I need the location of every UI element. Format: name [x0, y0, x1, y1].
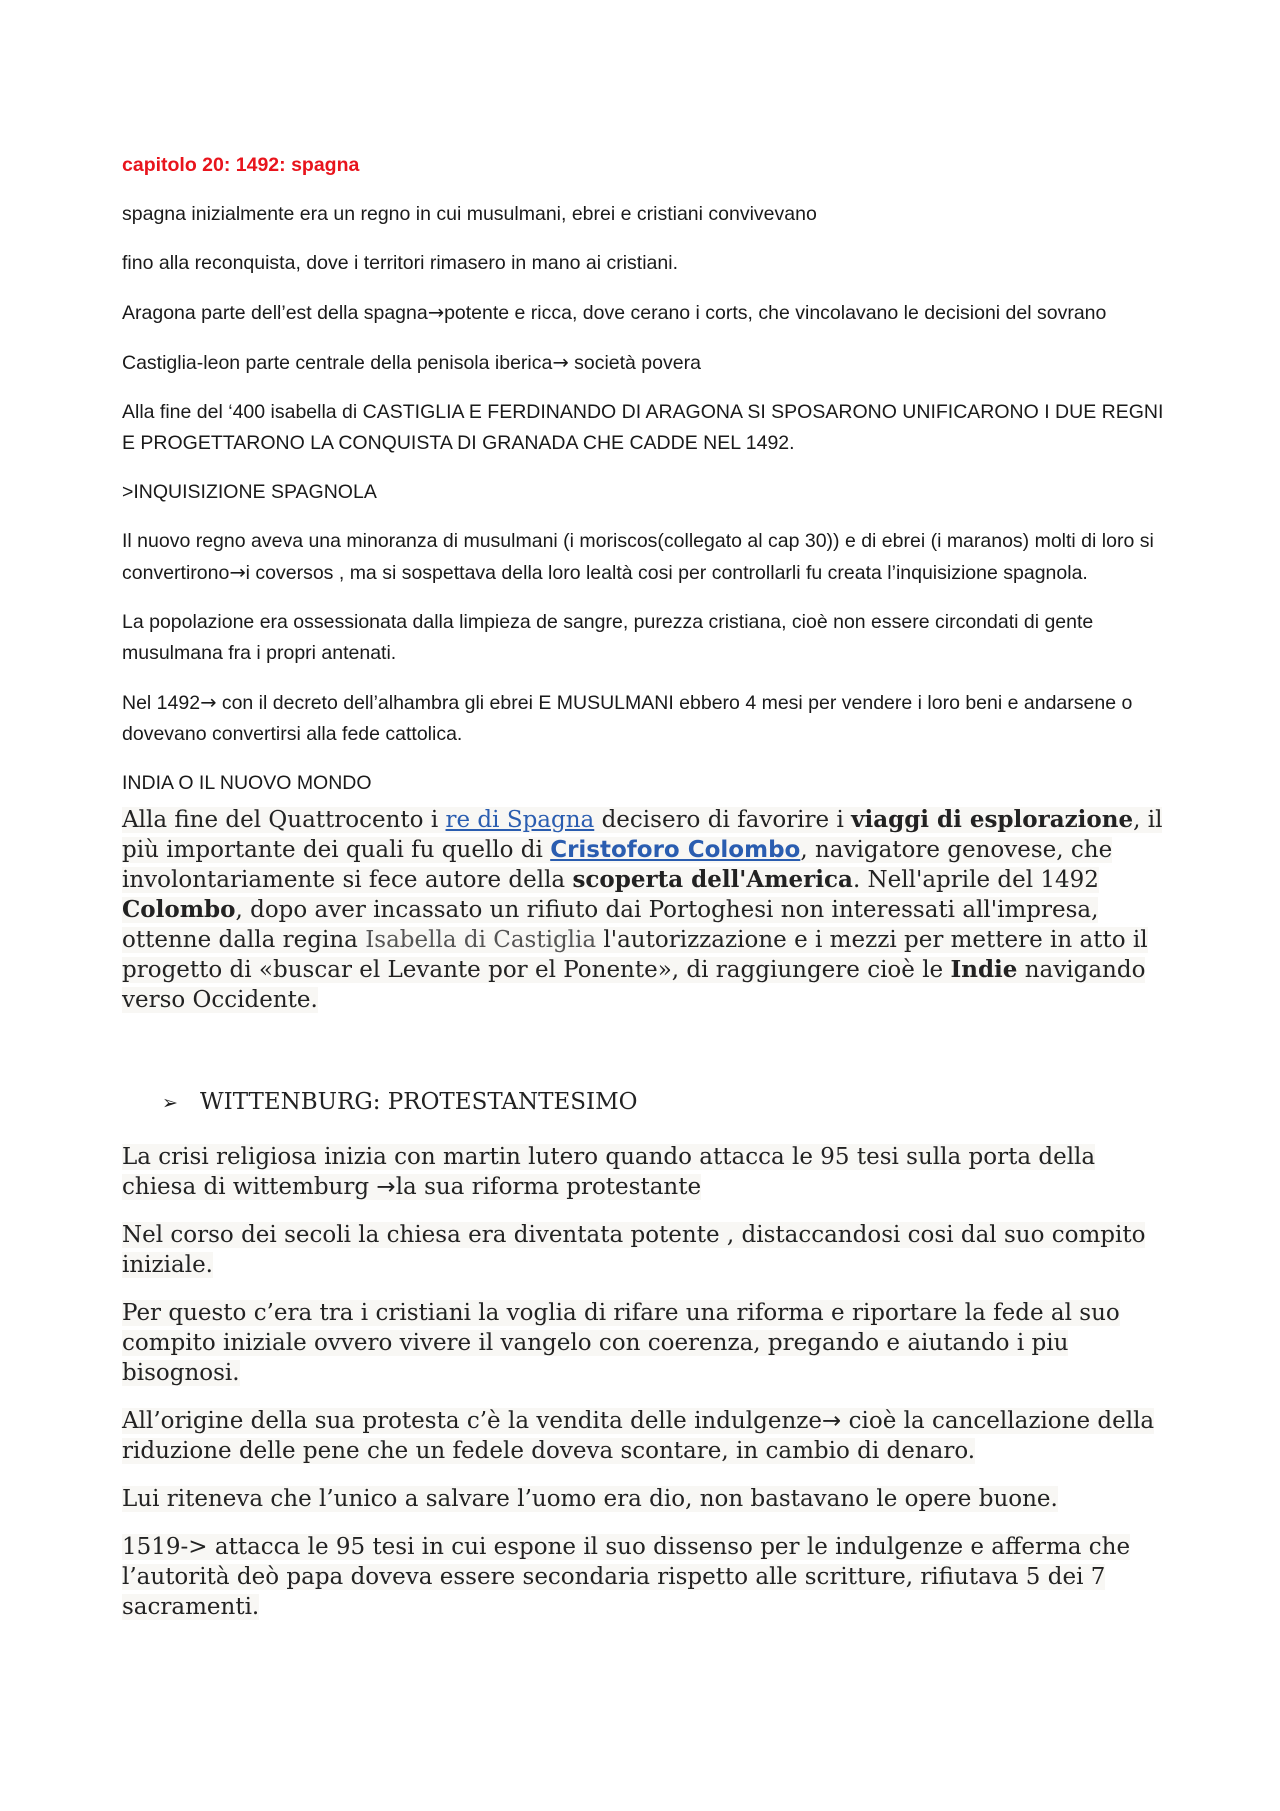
highlighted-text — [122, 807, 1162, 1013]
highlighted-text: 1519-> attacca le 95 tesi in cui espone il suo dissenso per le indulgenze e afferma che l’autorità deò papa doveva essere secondaria rispetto alle scritture, rifiutava 5 dei 7 sacramenti. — [122, 1534, 1131, 1620]
paragraph — [122, 1484, 1172, 1514]
highlighted-text — [122, 1408, 1154, 1464]
text: l'autorizzazione e i mezzi per mettere in atto il progetto di «buscar el Levante por el Ponente», di raggiungere cioè le — [122, 927, 1148, 983]
document-page — [122, 150, 1172, 1640]
paragraph — [122, 1220, 1172, 1280]
text: cioè la cancellazione della riduzione delle pene che un fedele doveva scontare, in cambio di denaro. — [122, 1408, 1155, 1464]
text: società povera — [568, 352, 701, 374]
text: navigando verso Occidente. — [122, 957, 1146, 1013]
text: la sua riforma protestante — [395, 1174, 702, 1200]
paragraph — [122, 687, 1172, 750]
heading-text: WITTENBURG: PROTESTANTESIMO — [200, 1089, 638, 1115]
bold-text: Colombo — [122, 896, 236, 923]
text: Aragona parte dell’est della spagna — [122, 302, 428, 324]
text: Il nuovo regno aveva una minoranza di musulmani (i moriscos(collegato al cap 30)) e di ebrei (i maranos) molti di loro si convertirono — [122, 530, 1154, 584]
arrowhead-bullet-icon: ➢ — [162, 1092, 178, 1114]
highlighted-text: Nel corso dei secoli la chiesa era diventata potente , distaccandosi cosi dal suo compito iniziale. — [122, 1222, 1146, 1278]
subheading: >INQUISIZIONE SPAGNOLA — [122, 481, 377, 503]
link-cristoforo-colombo[interactable]: Cristoforo Colombo — [550, 837, 801, 863]
paragraph — [122, 1532, 1172, 1622]
paragraph: spagna inizialmente era un regno in cui musulmani, ebrei e cristiani convivevano — [122, 203, 817, 225]
paragraph — [122, 347, 1172, 379]
arrow-right-icon: → — [822, 1408, 842, 1434]
paragraph — [122, 1298, 1172, 1388]
paragraph — [122, 297, 1172, 329]
text: Alla fine del Quattrocento i — [122, 807, 446, 833]
arrow-right-icon: → — [229, 561, 246, 584]
arrow-right-icon: → — [200, 691, 217, 714]
arrow-right-icon: → — [376, 1174, 396, 1200]
text-isabella: Isabella di Castiglia — [365, 927, 597, 953]
highlighted-text — [122, 1144, 1095, 1200]
text: . Nell'aprile del 1492 — [852, 867, 1099, 893]
text: Nel 1492 — [122, 692, 201, 714]
paragraph: Alla fine del ‘400 isabella di CASTIGLIA E FERDINANDO DI ARAGONA SI SPOSARONO UNIFICARONO I DUE REGNI E PROGETTARONO LA CONQUISTA DI GRANADA CHE CADDE NEL 1492. — [122, 401, 1164, 454]
bold-text: viaggi di esplorazione — [851, 806, 1134, 833]
chapter-title: capitolo 20: 1492: spagna — [122, 154, 360, 176]
text: All’origine della sua protesta c’è la vendita delle indulgenze — [122, 1408, 823, 1434]
paragraph-colombo — [122, 805, 1172, 1015]
section-protestantesimo — [122, 1142, 1172, 1622]
subheading: INDIA O IL NUOVO MONDO — [122, 772, 372, 794]
text: potente e ricca, dove cerano i corts, che vincolavano le decisioni del sovrano — [444, 302, 1107, 324]
bold-text: Indie — [950, 956, 1018, 983]
section-spagna — [122, 150, 1172, 799]
text: , dopo aver incassato un rifiuto dai Portoghesi non interessati all'impresa, ottenne dalla regina — [122, 897, 1099, 953]
section-heading-wittenburg — [162, 1087, 1172, 1118]
arrow-right-icon: → — [427, 301, 445, 324]
text: decisero di favorire i — [594, 807, 852, 833]
highlighted-text: Per questo c’era tra i cristiani la voglia di rifare una riforma e riportare la fede al suo compito iniziale ovvero vivere il vangelo con coerenza, pregando e aiutando i piu bisognosi. — [122, 1300, 1120, 1386]
arrow-right-icon: → — [552, 351, 569, 374]
text: con il decreto dell’alhambra gli ebrei E MUSULMANI ebbero 4 mesi per vendere i loro beni e andarsene o dovevano convertirsi alla fede cattolica. — [122, 692, 1133, 745]
paragraph — [122, 1142, 1172, 1202]
text: Castiglia-leon parte centrale della penisola iberica — [122, 352, 553, 374]
paragraph — [122, 1406, 1172, 1466]
text: i coversos , ma si sospettava della loro lealtà cosi per controllarli fu creata l’inquisizione spagnola. — [245, 562, 1088, 584]
text: , il più importante dei quali fu quello di — [122, 807, 1163, 863]
paragraph — [122, 526, 1172, 589]
highlighted-text: Lui riteneva che l’unico a salvare l’uomo era dio, non bastavano le opere buone. — [122, 1486, 1058, 1512]
paragraph: fino alla reconquista, dove i territori rimasero in mano ai cristiani. — [122, 252, 678, 274]
paragraph: La popolazione era ossessionata dalla limpieza de sangre, purezza cristiana, cioè non essere circondati di gente musulmana fra i propri antenati. — [122, 611, 1094, 664]
link-re-di-spagna[interactable]: re di Spagna — [445, 807, 595, 833]
text: La crisi religiosa inizia con martin lutero quando attacca le 95 tesi sulla porta della chiesa di wittemburg — [122, 1144, 1096, 1200]
bold-text: scoperta dell'America — [572, 866, 853, 893]
text: , navigatore genovese, che involontariamente si fece autore della — [122, 837, 1113, 893]
section-colombo — [122, 805, 1172, 1015]
